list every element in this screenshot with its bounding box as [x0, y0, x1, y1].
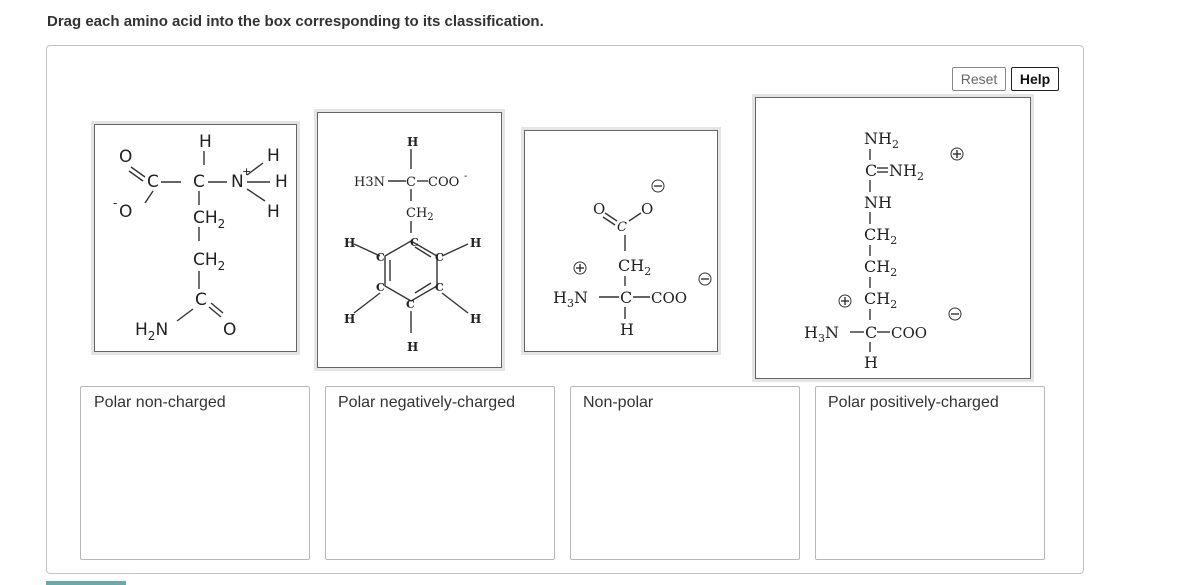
- help-button[interactable]: Help: [1011, 67, 1059, 91]
- structure-atom-label: C: [865, 323, 878, 342]
- structure-atom-label: H: [407, 340, 419, 354]
- structure-atom-label: H: [267, 146, 280, 166]
- structure-atom-label: C: [406, 175, 416, 190]
- structure-atom-label: C: [620, 288, 633, 307]
- bottom-accent-bar: [46, 581, 126, 585]
- structure-atom-label: C: [435, 281, 444, 294]
- drop-zone-label: Polar positively-charged: [828, 394, 999, 411]
- structure-atom-label: $CH_2$: [864, 257, 898, 279]
- structure-atom-label: $CH_2$: [406, 206, 434, 223]
- amino-acid-tile-aspartate[interactable]: [524, 130, 718, 352]
- amino-acid-tile-phenylalanine[interactable]: [317, 112, 502, 368]
- structure-atom-label: C: [410, 236, 419, 249]
- structure-atom-label: NH: [864, 193, 892, 212]
- structure-atom-label: H: [267, 202, 280, 222]
- instruction-text: Drag each amino acid into the box corresponding to its classification.: [47, 13, 544, 30]
- structure-atom-label: $CH_2$: [618, 256, 652, 278]
- structure-atom-label: $CH_2$: [864, 225, 898, 247]
- structure-atom-label: O: [593, 200, 606, 218]
- structure-atom-label: C: [376, 281, 385, 294]
- structure-atom-label: H: [864, 353, 878, 372]
- structure-atom-label: O: [119, 147, 133, 167]
- structure-atom-label: C: [195, 290, 207, 310]
- drop-zone-polar-non-charged[interactable]: [80, 386, 310, 560]
- structure-atom-label: H: [344, 236, 356, 250]
- structure-atom-label: H: [344, 312, 356, 326]
- aspartate-structure-image: [525, 131, 717, 351]
- svg-text:-: -: [113, 196, 118, 210]
- structure-atom-label: H: [199, 132, 212, 152]
- structure-atom-label: COO: [428, 175, 460, 190]
- drop-zone-polar-negatively-charged[interactable]: [325, 386, 555, 560]
- structure-atom-label: COO: [891, 324, 928, 342]
- structure-atom-label: C: [193, 172, 205, 192]
- glutamine-structure-image: [95, 125, 296, 351]
- structure-atom-label: H: [620, 320, 634, 339]
- structure-atom-label: $H_3N$: [553, 288, 588, 310]
- phenylalanine-structure-image: [318, 113, 501, 367]
- structure-atom-label: C: [865, 161, 878, 180]
- amino-acid-tile-glutamine[interactable]: [94, 124, 297, 352]
- structure-atom-label: $CH_2$: [193, 250, 226, 273]
- structure-atom-label: C: [376, 251, 385, 264]
- structure-atom-label: $CH_2$: [193, 208, 226, 231]
- structure-atom-label: C: [147, 172, 159, 192]
- structure-atom-label: N: [231, 172, 244, 192]
- structure-atom-label: O: [119, 202, 133, 222]
- structure-atom-label: H: [470, 312, 482, 326]
- svg-text:+: +: [242, 165, 252, 178]
- structure-atom-label: C: [617, 220, 627, 235]
- drop-zone-label: Polar non-charged: [94, 394, 226, 411]
- drop-zone-label: Non-polar: [583, 394, 654, 411]
- structure-atom-label: $CH_2$: [864, 289, 898, 311]
- drop-zone-label: Polar negatively-charged: [338, 394, 515, 411]
- structure-atom-label: H3N: [354, 175, 385, 190]
- structure-atom-label: H: [470, 236, 482, 250]
- structure-atom-label: $NH_2$: [889, 161, 924, 183]
- structure-atom-label: $H_2N$: [135, 320, 169, 343]
- structure-atom-label: C: [435, 251, 444, 264]
- structure-atom-label: O: [641, 200, 654, 218]
- reset-button[interactable]: Reset: [952, 67, 1006, 91]
- structure-atom-label: O: [223, 320, 237, 340]
- structure-atom-label: COO: [651, 289, 688, 307]
- arginine-structure-image: [756, 98, 1030, 378]
- structure-atom-label: C: [406, 298, 415, 311]
- structure-atom-label: H: [275, 172, 288, 192]
- structure-atom-label: $H_3N$: [804, 323, 839, 345]
- amino-acid-tile-arginine[interactable]: [755, 97, 1031, 379]
- drop-zone-non-polar[interactable]: [570, 386, 800, 560]
- structure-atom-label: H: [407, 135, 419, 149]
- drop-zone-polar-positively-charged[interactable]: [815, 386, 1045, 560]
- structure-atom-label: $NH_2$: [864, 129, 899, 151]
- svg-text:-: -: [464, 171, 468, 182]
